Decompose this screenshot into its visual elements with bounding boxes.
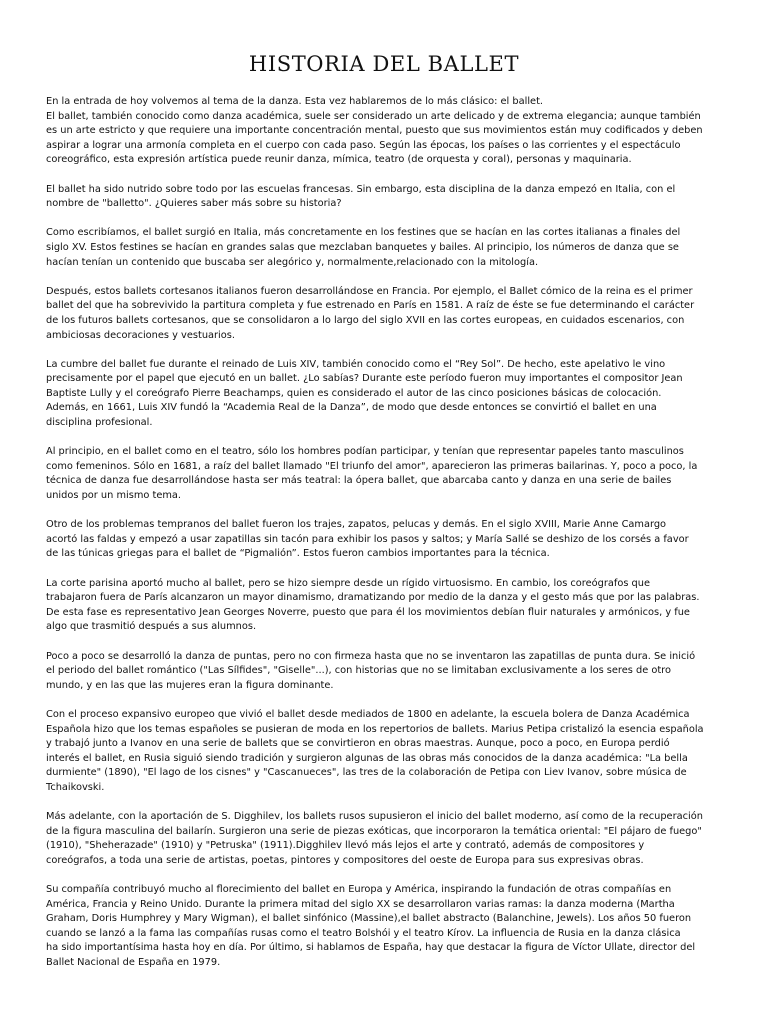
text-line: Ballet Nacional de España en 1979.	[46, 957, 221, 969]
paragraph	[46, 358, 736, 431]
text-line: De esta fase es representativo Jean Georges Noverre, puesto que para él los movimientos debían fluir naturales y armónicos, y fue	[46, 606, 690, 618]
text-line: La cumbre del ballet fue durante el reinado de Luis XIV, también conocido como el “Rey Sol”. De hecho, este apelativo le vino	[46, 358, 666, 370]
text-line: técnica de danza fue desarrollándose hasta ser más teatral: la ópera ballet, que abarcaba canto y danza en una serie de bailes	[46, 475, 672, 487]
text-line: el periodo del ballet romántico ("Las Sílfides", "Giselle"...), con historias que no se limitaban exclusivamente a los seres de otro	[46, 665, 671, 677]
paragraph	[46, 577, 736, 635]
text-line: coreógrafos, a toda una serie de artistas, poetas, pintores y compositores del oeste de Europa para sus expresivas obras.	[46, 854, 644, 866]
paragraph	[46, 445, 736, 503]
paragraph	[46, 285, 736, 343]
text-line: interés el ballet, en Rusia siguió siendo tradición y surgieron algunas de las obras más conocidos de la danza académica: "La bella	[46, 752, 688, 764]
text-line: Además, en 1661, Luis XIV fundó la “Academia Real de la Danza”, de modo que desde entonces se convirtió el ballet en una	[46, 402, 657, 414]
text-line: América, Francia y Reino Unido. Durante la primera mitad del siglo XX se desarrollaron varias ramas: la danza moderna (Martha	[46, 898, 675, 910]
text-line: algo que trasmitió después a sus alumnos.	[46, 621, 257, 633]
text-line: cuando se lanzó a la fama las compañías rusas como el teatro Bolshói y el teatro Kírov. La influencia de Rusia en la danza clásica	[46, 927, 681, 939]
text-line: ha sido importantísima hasta hoy en día. Por último, si hablamos de España, hay que destacar la figura de Víctor Ullate, director del	[46, 942, 696, 954]
text-line: Como escribíamos, el ballet surgió en Italia, más concretamente en los festines que se hacían en las cortes italianas a finales del	[46, 227, 681, 239]
paragraph	[46, 650, 736, 694]
text-line: Después, estos ballets cortesanos italianos fueron desarrollándose en Francia. Por ejemplo, el Ballet cómico de la reina es el primer	[46, 285, 693, 297]
text-line: Tchaikovski.	[46, 781, 105, 793]
text-line: Baptiste Lully y el coreógrafo Pierre Beachamps, quien es considerado el autor de las cinco posiciones básicas de colocación.	[46, 387, 662, 399]
paragraph	[46, 883, 736, 971]
text-line: durmiente" (1890), "El lago de los cisnes" y "Cascanueces", las tres de la colaboración de Petipa con Liev Ivanov, sobre música de	[46, 767, 687, 779]
text-line: como femeninos. Sólo en 1681, a raíz del ballet llamado "El triunfo del amor", aparecieron las primeras bailarinas. Y, poco a poco, la	[46, 460, 698, 472]
text-line: Al principio, en el ballet como en el teatro, sólo los hombres podían participar, y tenían que representar papeles tanto masculinos	[46, 446, 684, 458]
text-line: Más adelante, con la aportación de S. Digghilev, los ballets rusos supusieron el inicio del ballet moderno, así como de la recuperación	[46, 811, 703, 823]
text-line: precisamente por el papel que ejecutó en un ballet. ¿Lo sabías? Durante este período fueron muy importantes el compositor Jean	[46, 373, 683, 385]
text-line: Otro de los problemas tempranos del ballet fueron los trajes, zapatos, pelucas y demás. En el siglo XVIII, Marie Anne Camargo	[46, 519, 667, 531]
document-title: HISTORIA DEL BALLET	[248, 52, 520, 76]
text-line: Poco a poco se desarrolló la danza de puntas, pero no con firmeza hasta que no se inventaron las zapatillas de punta dura. Se inició	[46, 650, 696, 662]
paragraph	[46, 183, 736, 212]
text-line: de los futuros ballets cortesanos, que se consolidaron a lo largo del siglo XVII en las cortes europeas, en cuidados escenarios, con	[46, 314, 685, 326]
text-line: hacían tenían un contenido que buscaba ser alegórico y, normalmente,relacionado con la mitología.	[46, 256, 539, 268]
text-line: unidos por un mismo tema.	[46, 490, 182, 502]
paragraph	[46, 810, 736, 868]
paragraph	[46, 95, 736, 168]
text-line: ballet del que ha sobrevivido la partitura completa y fue estrenado en París en 1581. A raíz de éste se fue determinando el carácter	[46, 300, 695, 312]
text-line: aspirar a lograr una armonía completa en el cuerpo con cada paso. Según las épocas, los países o las corrientes y el espectáculo	[46, 139, 681, 151]
text-line: de las túnicas griegas para el ballet de “Pigmalión”. Estos fueron cambios importantes para la técnica.	[46, 548, 550, 560]
text-line: (1910), "Sheherazade" (1910) y "Petruska" (1911).Digghilev llevó más lejos el arte y contrató, además de compositores y	[46, 840, 645, 852]
text-line: nombre de "balletto". ¿Quieres saber más sobre su historia?	[46, 198, 342, 210]
text-line: ambiciosas decoraciones y vestuarios.	[46, 329, 235, 341]
text-line: Su compañía contribuyó mucho al florecimiento del ballet en Europa y América, inspirando la fundación de otras compañías en	[46, 884, 672, 896]
text-line: Graham, Doris Humphrey y Mary Wigman), el ballet sinfónico (Massine),el ballet abstracto (Balanchine, Jewels). Los años 50 fueron	[46, 913, 692, 925]
paragraph	[46, 708, 736, 796]
text-line: acortó las faldas y empezó a usar zapatillas sin tacón para exhibir los pasos y saltos; y María Sallé se deshizo de los corsés a favor	[46, 533, 689, 545]
text-line: siglo XV. Estos festines se hacían en grandes salas que mezclaban banquetes y bailes. Al principio, los números de danza que se	[46, 241, 679, 253]
text-line: En la entrada de hoy volvemos al tema de la danza. Esta vez hablaremos de lo más clásico: el ballet.	[46, 96, 544, 107]
text-line: La corte parisina aportó mucho al ballet, pero se hizo siempre desde un rígido virtuosismo. En cambio, los coreógrafos que	[46, 577, 651, 589]
document-body	[46, 95, 736, 985]
text-line: Española hizo que los temas españoles se pusieran de moda en los repertorios de ballets. Marius Petipa cristalizó la esencia española	[46, 723, 704, 735]
text-line: El ballet, también conocido como danza académica, suele ser considerado un arte delicado y de extrema elegancia; aunque también	[46, 110, 701, 122]
text-line: mundo, y en las que las mujeres eran la figura dominante.	[46, 679, 334, 691]
text-line: es un arte estricto y que requiere una importante concentración mental, puesto que sus movimientos están muy codificados y deben	[46, 125, 703, 137]
text-line: Con el proceso expansivo europeo que vivió el ballet desde mediados de 1800 en adelante, la escuela bolera de Danza Académica	[46, 708, 690, 720]
paragraph	[46, 518, 736, 562]
text-line: coreográfico, esta expresión artística puede reunir danza, mímica, teatro (de orquesta y coral), personas y maquinaria.	[46, 154, 632, 166]
text-line: disciplina profesional.	[46, 417, 153, 429]
text-line: y trabajó junto a Ivanov en una serie de ballets que se convirtieron en obras maestras. Aunque, poco a poco, en Europa perdió	[46, 738, 670, 750]
text-line: de la figura masculina del bailarín. Surgieron una serie de piezas exóticas, que incorporaron la temática oriental: "El pájaro de fuego"	[46, 825, 702, 837]
text-line: El ballet ha sido nutrido sobre todo por las escuelas francesas. Sin embargo, esta disciplina de la danza empezó en Italia, con el	[46, 183, 676, 195]
text-line: trabajaron fuera de París alcanzaron un mayor dinamismo, dramatizando por medio de la danza y el gesto más que por las palabras.	[46, 592, 700, 604]
paragraph	[46, 226, 736, 270]
